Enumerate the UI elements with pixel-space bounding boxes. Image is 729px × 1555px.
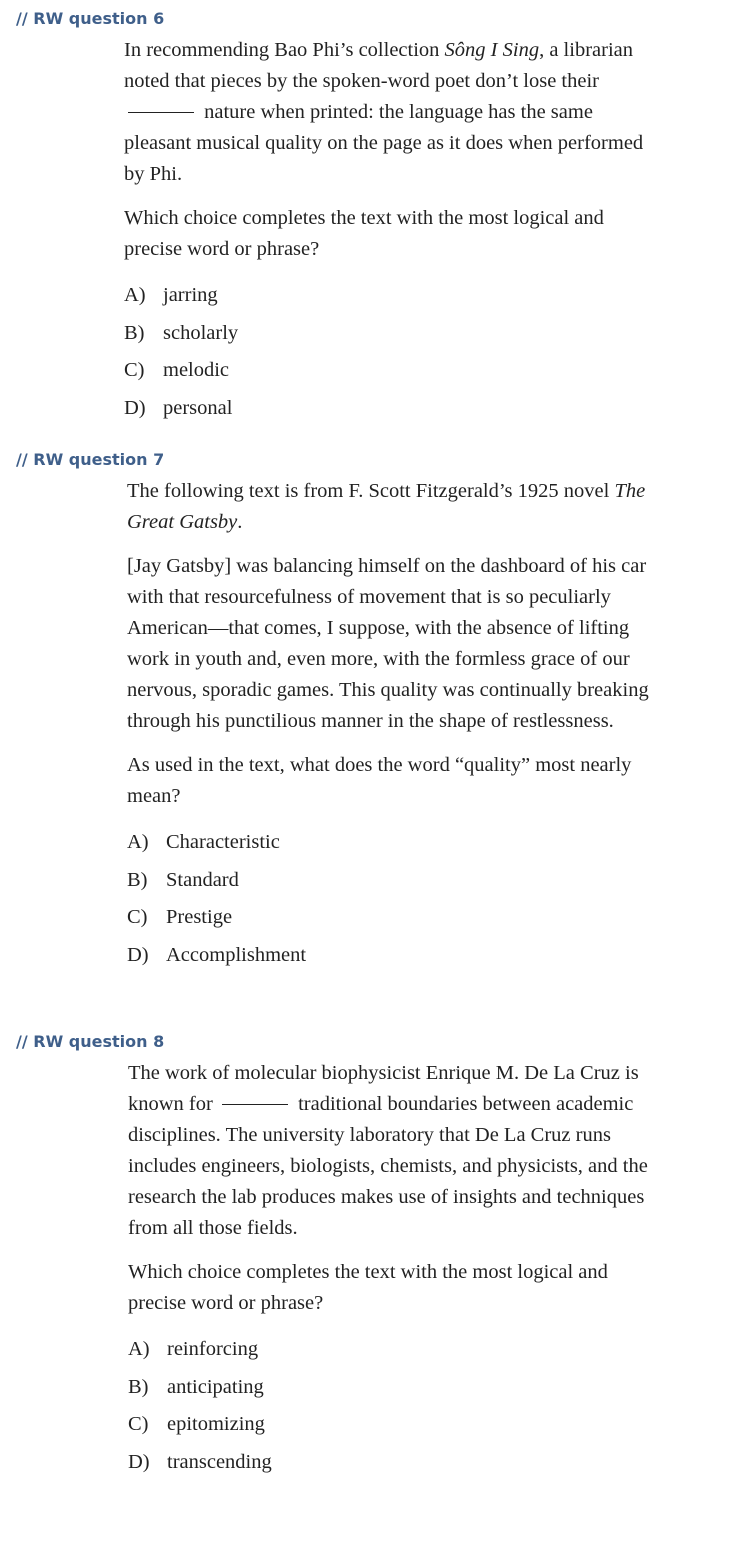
choice-text: melodic — [163, 359, 230, 381]
question-prompt: Which choice completes the text with the most logical and precise word or phrase? — [128, 1261, 608, 1314]
question-body — [127, 476, 657, 977]
question-body — [124, 35, 654, 430]
passage-text: [Jay Gatsby] was balancing himself on the dashboard of his car with that resourcefulness of movement that is so peculiarly American—that comes, I suppose, with the absence of lifting work in youth and, even more, with the formless grace of our nervous, sporadic games. This quality was continually breaking through his punctilious manner in the shape of restlessness. — [127, 555, 649, 732]
answer-blank — [128, 111, 194, 113]
choice-letter: C) — [127, 906, 148, 928]
passage-segment: , a librarian noted that pieces by the spoken-word poet don’t lose their — [124, 39, 633, 92]
choice-d[interactable] — [124, 393, 654, 431]
choice-text: epitomizing — [167, 1413, 265, 1435]
passage-segment: In recommending Bao Phi’s collection — [124, 39, 445, 61]
passage-segment: The work of molecular biophysicist Enrique M. De La Cruz is known for — [128, 1062, 639, 1115]
choice-text: reinforcing — [167, 1338, 259, 1360]
question-prompt: As used in the text, what does the word “quality” most nearly mean? — [127, 754, 632, 807]
choice-text: Prestige — [166, 906, 233, 928]
question-header: // RW question 8 — [16, 1032, 165, 1051]
choice-letter: B) — [128, 1375, 149, 1398]
choice-b[interactable] — [127, 865, 657, 903]
choice-a[interactable] — [128, 1334, 658, 1372]
passage-segment: traditional boundaries between academic disciplines. The university laboratory that De La Cruz runs includes engineers, biologists, chemists, and physicists, and the research the lab produces makes use of insights and techniques from all those fields. — [128, 1093, 648, 1239]
answer-choices — [128, 1334, 658, 1484]
question-body — [128, 1058, 658, 1484]
choice-b[interactable] — [124, 318, 654, 356]
choice-a[interactable] — [127, 827, 657, 865]
answer-choices — [127, 827, 657, 977]
choice-c[interactable] — [127, 902, 657, 940]
choice-letter: D) — [128, 1450, 150, 1473]
choice-c[interactable] — [128, 1409, 658, 1447]
passage-text — [124, 35, 654, 190]
book-title: The Great Gatsby — [127, 480, 646, 533]
choice-text: scholarly — [163, 321, 239, 344]
answer-choices — [124, 280, 654, 430]
choice-letter: A) — [127, 831, 149, 853]
book-title: Sông I Sing — [444, 39, 540, 61]
intro-segment: . — [237, 511, 243, 533]
answer-blank — [222, 1103, 288, 1105]
choice-letter: B) — [124, 321, 145, 344]
choice-text: Accomplishment — [166, 943, 307, 966]
choice-text: transcending — [167, 1450, 272, 1473]
choice-text: Characteristic — [166, 831, 280, 853]
choice-letter: A) — [128, 1338, 150, 1360]
choice-letter: C) — [124, 359, 145, 381]
intro-segment: The following text is from F. Scott Fitzgerald’s 1925 novel — [127, 480, 615, 502]
passage-segment: nature when printed: the language has the same pleasant musical quality on the page as it does when performed by Phi. — [124, 101, 644, 185]
choice-letter: A) — [124, 284, 146, 306]
choice-text: jarring — [163, 284, 218, 306]
choice-letter: D) — [127, 943, 149, 966]
choice-text: personal — [163, 396, 233, 419]
choice-d[interactable] — [127, 940, 657, 978]
choice-c[interactable] — [124, 355, 654, 393]
choice-a[interactable] — [124, 280, 654, 318]
choice-d[interactable] — [128, 1447, 658, 1485]
passage-intro — [127, 476, 657, 538]
choice-letter: C) — [128, 1413, 149, 1435]
choice-letter: D) — [124, 396, 146, 419]
choice-letter: B) — [127, 868, 148, 891]
question-header: // RW question 6 — [16, 9, 165, 28]
passage-text — [128, 1058, 658, 1244]
choice-text: Standard — [166, 868, 239, 891]
question-header: // RW question 7 — [16, 450, 165, 469]
question-prompt: Which choice completes the text with the most logical and precise word or phrase? — [124, 207, 604, 260]
choice-text: anticipating — [167, 1375, 264, 1398]
choice-b[interactable] — [128, 1372, 658, 1410]
